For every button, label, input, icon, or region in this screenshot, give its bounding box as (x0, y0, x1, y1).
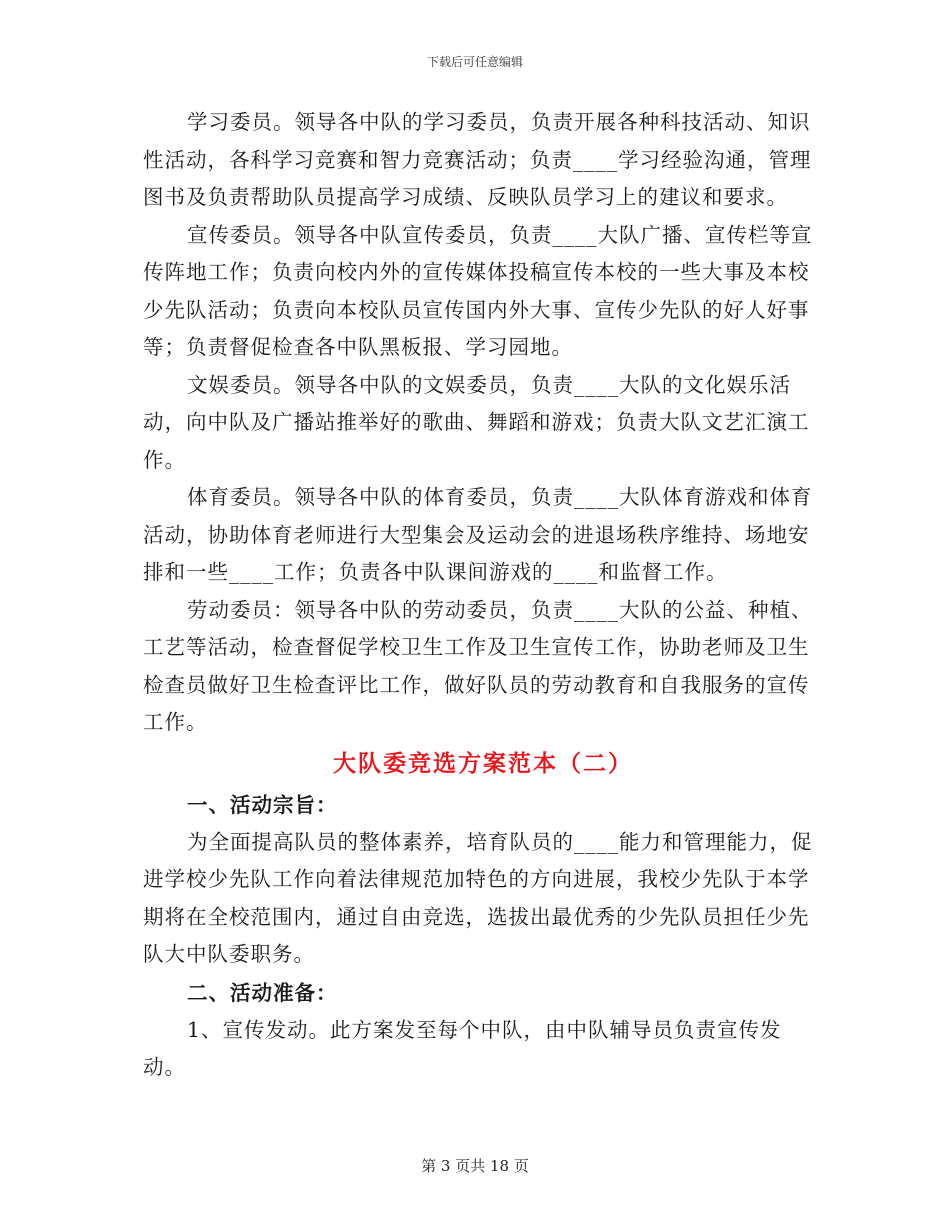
heading-activity-preparation: 二、活动准备： (187, 980, 338, 1005)
paragraph-entertainment-committee: 文娱委员。领导各中队的文娱委员，负责____大队的文化娱乐活动，向中队及广播站推举好的歌曲、舞蹈和游戏；负责大队文艺汇演工作。 (143, 372, 810, 472)
paragraph-publicity-committee: 宣传委员。领导各中队宣传委员，负责____大队广播、宣传栏等宣传阵地工作；负责向校内外的宣传媒体投稿宣传本校的一些大事及本校少先队活动；负责向本校队员宣传国内外大事、宣传少先队的好人好事等；负责督促检查各中队黑板报、学习园地。 (143, 222, 813, 359)
paragraph-study-committee: 学习委员。领导各中队的学习委员，负责开展各种科技活动、知识性活动，各科学习竞赛和智力竞赛活动；负责____学习经验沟通，管理图书及负责帮助队员提高学习成绩、反映队员学习上的建议和要求。 (143, 110, 812, 209)
section-title: 大队委竞选方案范本（二） (333, 749, 633, 777)
paragraph-sports-committee: 体育委员。领导各中队的体育委员，负责____大队体育游戏和体育活动，协助体育老师进行大型集会及运动会的进退场秩序维持、场地安排和一些____工作；负责各中队课间游戏的____和监督工作。 (143, 485, 813, 584)
paragraph-labor-committee: 劳动委员：领导各中队的劳动委员，负责____大队的公益、种植、工艺等活动，检查督促学校卫生工作及卫生宣传工作，协助老师及卫生检查员做好卫生检查评比工作，做好队员的劳动教育和自我服务的宣传工作。 (143, 597, 813, 734)
page-number: 第 3 页共 18 页 (421, 1157, 529, 1175)
paragraph-preparation-item-1: 1、宣传发动。此方案发至每个中队，由中队辅导员负责宣传发动。 (143, 1017, 782, 1079)
document-body (143, 104, 823, 1087)
heading-activity-purpose: 一、活动宗旨： (187, 792, 338, 817)
paragraph-activity-purpose: 为全面提高队员的整体素养，培育队员的____能力和管理能力，促进学校少先队工作向着法律规范加特色的方向进展，我校少先队于本学期将在全校范围内，通过自由竞选，选拔出最优秀的少先队员担任少先队大中队委职务。 (143, 829, 813, 966)
header-note: 下载后可任意编辑 (426, 55, 523, 69)
